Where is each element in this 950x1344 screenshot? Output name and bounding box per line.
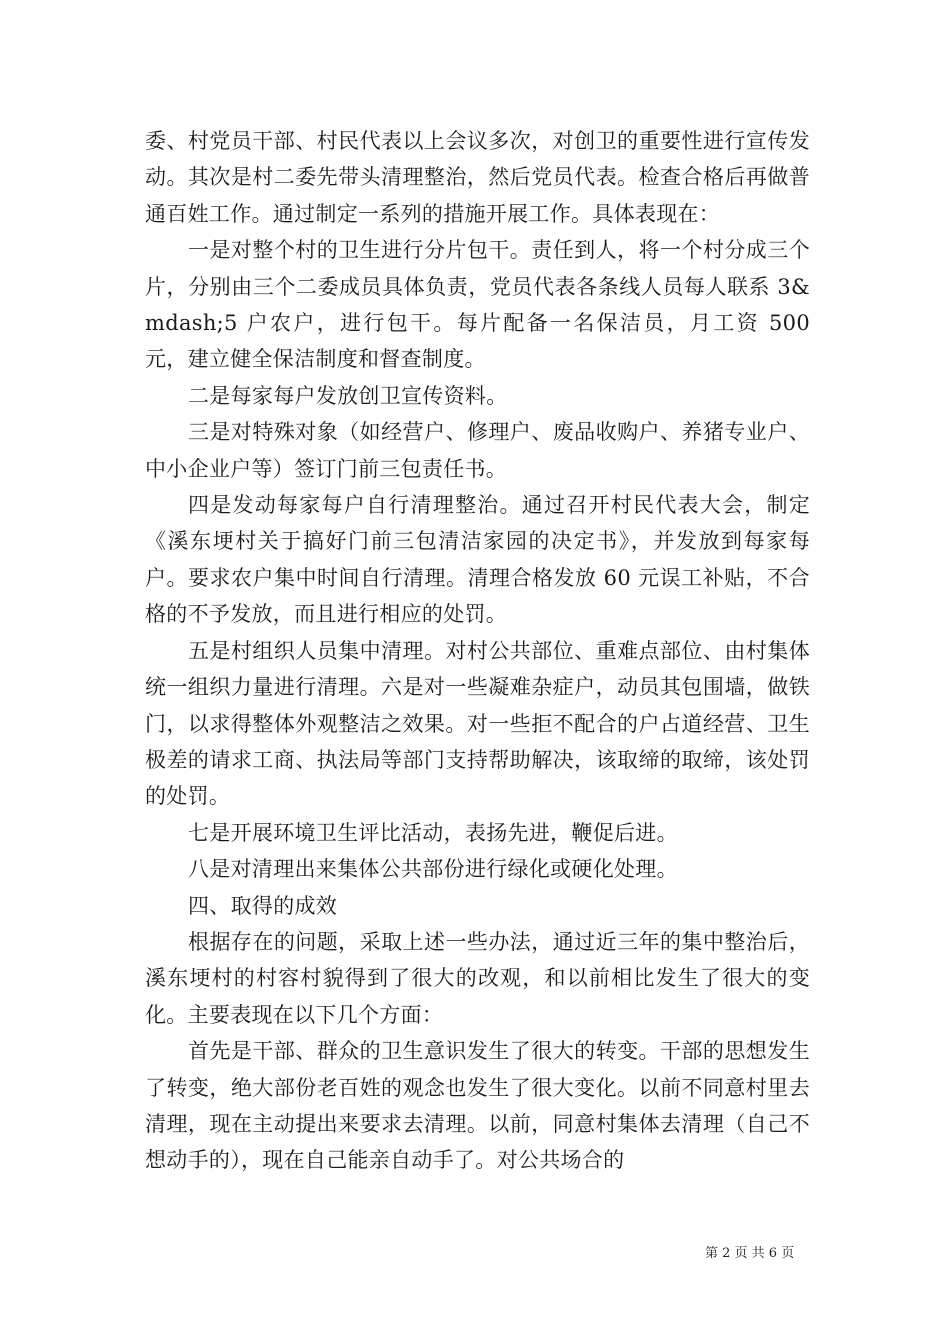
- section-heading: 四、取得的成效: [188, 893, 338, 918]
- document-body: [145, 123, 810, 1179]
- paragraph-7: 七是开展环境卫生评比活动，表扬先进，鞭促后进。: [188, 820, 678, 845]
- paragraph-4: 三是对特殊对象（如经营户、修理户、废品收购户、养猪专业户、中小企业户等）签订门前三包责任书。: [145, 420, 810, 481]
- paragraph-9: 根据存在的问题，采取上述一些办法，通过近三年的集中整治后，溪东埂村的村容村貌得到了很大的改观，和以前相比发生了很大的变化。主要表现在以下几个方面：: [145, 929, 810, 1027]
- paragraph-3: 二是每家每户发放创卫宣传资料。: [188, 383, 508, 408]
- paragraph-2: 一是对整个村的卫生进行分片包干。责任到人，将一个村分成三个片，分别由三个二委成员具体负责，党员代表各条线人员每人联系 3&mdash;5 户农户，进行包干。每片配备一名保洁员，月工资 500 元，建立健全保洁制度和督查制度。: [145, 238, 810, 372]
- paragraph-6: 五是村组织人员集中清理。对村公共部位、重难点部位、由村集体统一组织力量进行清理。六是对一些凝难杂症户，动员其包围墙，做铁门，以求得整体外观整洁之效果。对一些拒不配合的户占道经营、卫生极差的请求工商、执法局等部门支持帮助解决，该取缔的取缔，该处罚的处罚。: [145, 638, 810, 809]
- paragraph-8: 八是对清理出来集体公共部份进行绿化或硬化处理。: [188, 857, 678, 882]
- paragraph-1: 委、村党员干部、村民代表以上会议多次，对创卫的重要性进行宣传发动。其次是村二委先带头清理整治，然后党员代表。检查合格后再做普通百姓工作。通过制定一系列的措施开展工作。具体表现在：: [145, 129, 810, 226]
- page-number-footer: 第 2 页 共 6 页: [705, 1246, 795, 1261]
- paragraph-5: 四是发动每家每户自行清理整治。通过召开村民代表大会，制定《溪东埂村关于搞好门前三包清洁家园的决定书》，并发放到每家每户。要求农户集中时间自行清理。清理合格发放 60 元误工补贴，不合格的不予发放，而且进行相应的处罚。: [145, 493, 810, 627]
- paragraph-10: 首先是干部、群众的卫生意识发生了很大的转变。干部的思想发生了转变，绝大部份老百姓的观念也发生了很大变化。以前不同意村里去清理，现在主动提出来要求去清理。以前，同意村集体去清理（自己不想动手的），现在自己能亲自动手了。对公共场合的: [145, 1039, 810, 1173]
